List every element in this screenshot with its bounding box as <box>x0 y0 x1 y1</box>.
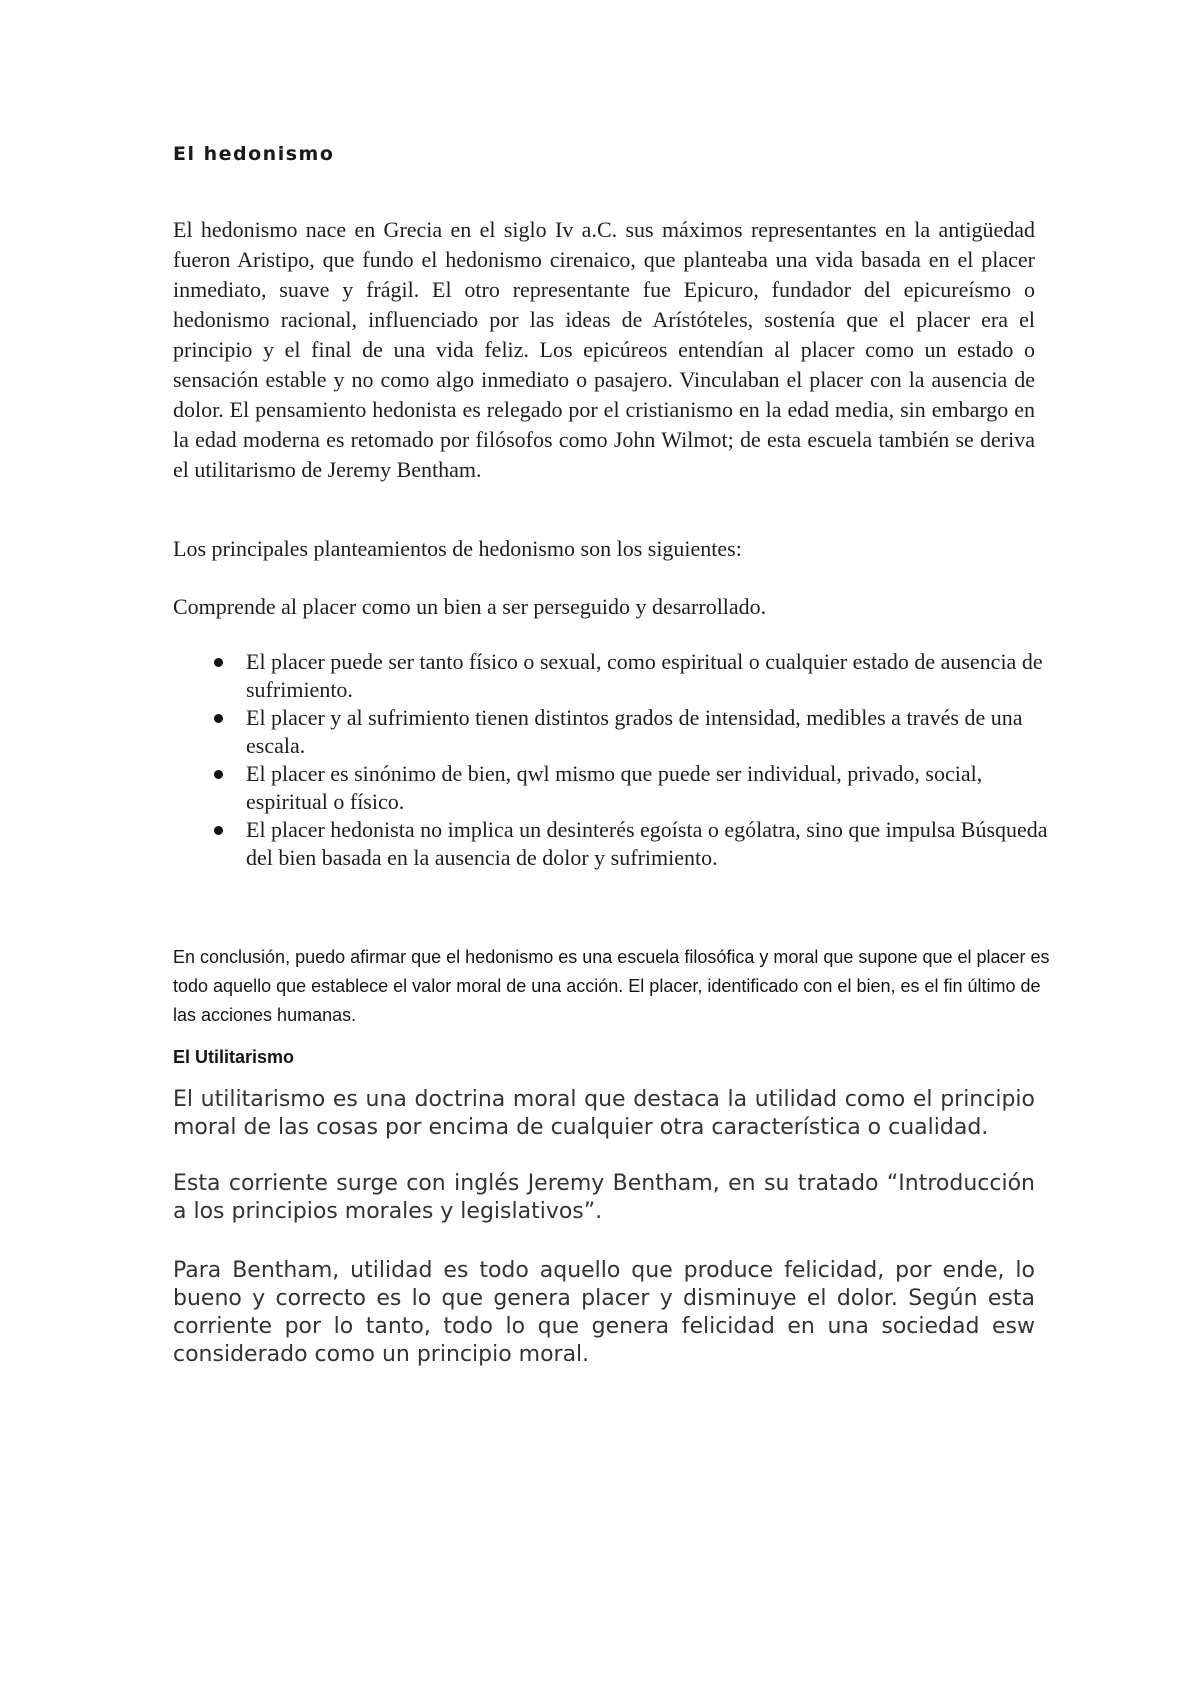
list-item <box>173 760 1053 816</box>
list-item-text: El placer y al sufrimiento tienen distintos grados de intensidad, medibles a través de una escala. <box>246 705 1023 758</box>
comprende-paragraph: Comprende al placer como un bien a ser perseguido y desarrollado. <box>173 594 767 619</box>
list-item <box>173 648 1053 704</box>
utilitarismo-heading: El Utilitarismo <box>173 1047 295 1067</box>
planteamientos-list <box>173 648 1053 872</box>
list-item <box>173 816 1053 872</box>
utilitarismo-paragraph-3: Para Bentham, utilidad es todo aquello que produce felicidad, por ende, lo bueno y correcto es lo que genera placer y disminuye el dolor. Según esta corriente por lo tanto, todo lo que genera felicidad en una sociedad esw considerado como un principio moral. <box>173 1258 1035 1367</box>
list-item <box>173 704 1053 760</box>
utilitarismo-paragraph-2: Esta corriente surge con inglés Jeremy Bentham, en su tratado “Introducción a los principios morales y legislativos”. <box>173 1171 1035 1224</box>
bullet-icon <box>214 658 223 667</box>
conclusion-paragraph: En conclusión, puedo afirmar que el hedonismo es una escuela filosófica y moral que supone que el placer es todo aquello que establece el valor moral de una acción. El placer, identificado con el bien, es el fin último de las acciones humanas. <box>173 947 1050 1025</box>
list-item-text: El placer hedonista no implica un desinterés egoísta o ególatra, sino que impulsa Búsqueda del bien basada en la ausencia de dolor y sufrimiento. <box>246 817 1048 870</box>
list-item-text: El placer es sinónimo de bien, qwl mismo que puede ser individual, privado, social, espiritual o físico. <box>246 761 983 814</box>
list-item-text: El placer puede ser tanto físico o sexual, como espiritual o cualquier estado de ausencia de sufrimiento. <box>246 649 1043 702</box>
document-title: El hedonismo <box>173 143 335 165</box>
intro-paragraph: El hedonismo nace en Grecia en el siglo Iv a.C. sus máximos representantes en la antigüedad fueron Aristipo, que fundo el hedonismo cirenaico, que planteaba una vida basada en el placer inmediato, suave y frágil. El otro representante fue Epicuro, fundador del epicureísmo o hedonismo racional, influenciado por las ideas de Arístóteles, sostenía que el placer era el principio y el final de una vida feliz. Los epicúreos entendían al placer como un estado o sensación estable y no como algo inmediato o pasajero. Vinculaban el placer con la ausencia de dolor. El pensamiento hedonista es relegado por el cristianismo en la edad media, sin embargo en la edad moderna es retomado por filósofos como John Wilmot; de esta escuela también se deriva el utilitarismo de Jeremy Bentham. <box>173 217 1035 482</box>
bullet-icon <box>214 714 223 723</box>
planteamientos-intro: Los principales planteamientos de hedonismo son los siguientes: <box>173 536 742 561</box>
bullet-icon <box>214 826 223 835</box>
bullet-icon <box>214 770 223 779</box>
utilitarismo-paragraph-1: El utilitarismo es una doctrina moral que destaca la utilidad como el principio moral de las cosas por encima de cualquier otra característica o cualidad. <box>173 1087 1035 1140</box>
